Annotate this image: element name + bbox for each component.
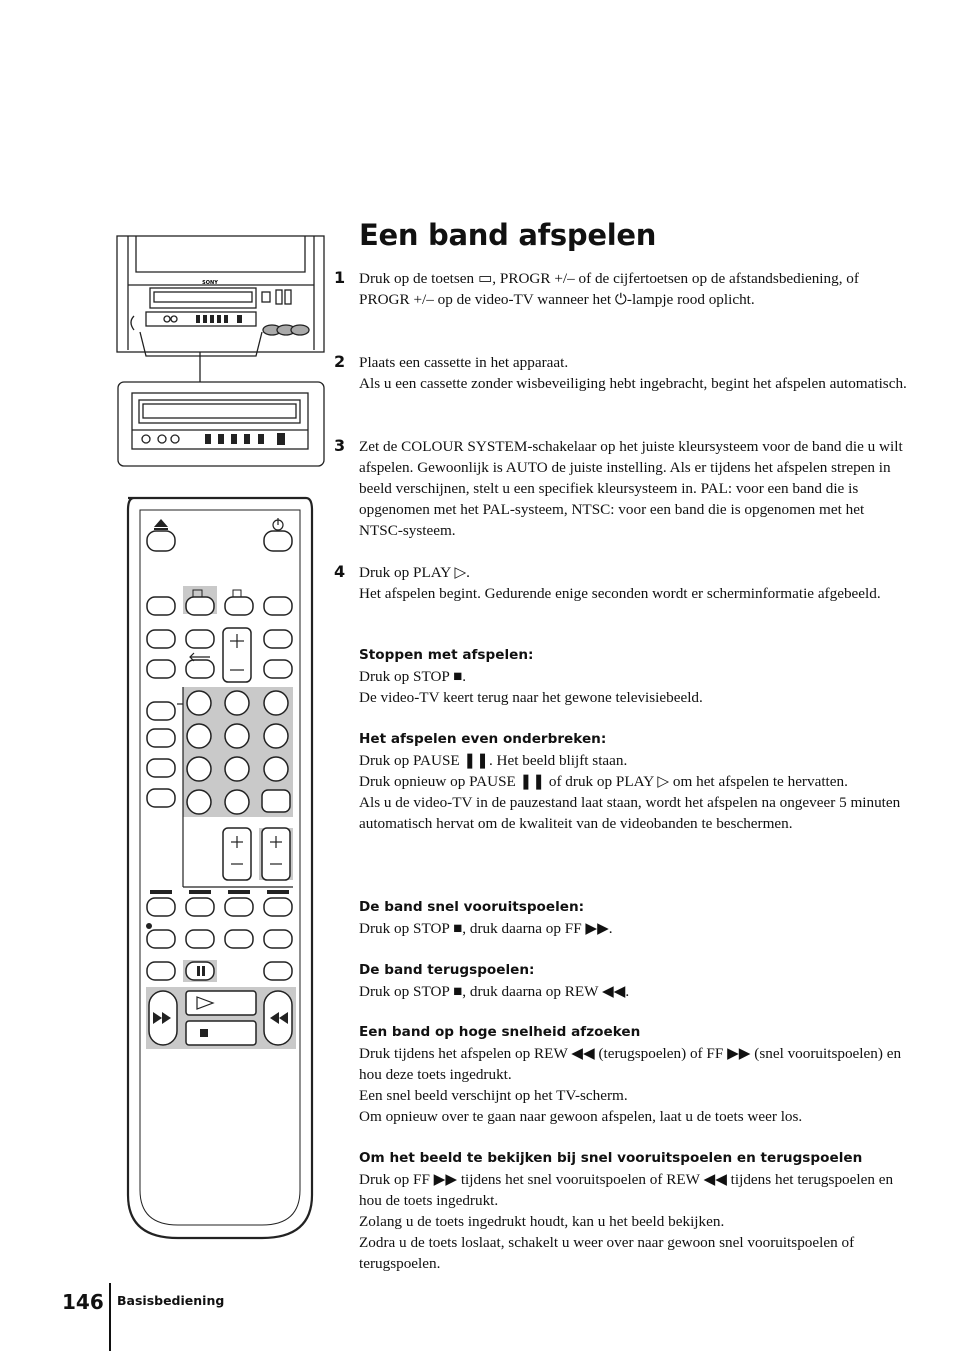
step-3-text bbox=[359, 436, 909, 541]
section-heading: Stoppen met afspelen: bbox=[359, 647, 534, 663]
page-number: 146 bbox=[62, 1290, 104, 1314]
section-line: Om opnieuw over te gaan naar gewoon afspelen, laat u de toets weer los. bbox=[359, 1108, 803, 1125]
step-1-number: 1 bbox=[334, 268, 346, 287]
step-2-text bbox=[359, 352, 909, 394]
page-title: Een band afspelen bbox=[359, 218, 657, 252]
step-4-number: 4 bbox=[334, 562, 346, 581]
step-4-line: Druk op PLAY ▷. bbox=[359, 564, 470, 581]
step-1-line: Druk op de toetsen ▭, PROGR +/– of de cijfertoetsen op de afstandsbediening, of PROGR +/– op de video-TV wanneer het ⏻-lampje rood oplicht. bbox=[359, 270, 859, 308]
section-rewind bbox=[359, 960, 909, 1002]
step-3-number: 3 bbox=[334, 436, 346, 455]
tv-front-illustration bbox=[117, 236, 324, 382]
section-name: Basisbediening bbox=[117, 1293, 225, 1308]
step-2-number: 2 bbox=[334, 352, 346, 371]
section-line: Zolang u de toets ingedrukt houdt, kan u het beeld bekijken. bbox=[359, 1213, 725, 1230]
section-fast-forward bbox=[359, 897, 909, 939]
section-line: Druk op STOP ■. bbox=[359, 668, 467, 685]
step-2-line: Als u een cassette zonder wisbeveiliging hebt ingebracht, begint het afspelen automatisch. bbox=[359, 375, 907, 392]
section-line: Een snel beeld verschijnt op het TV-scherm. bbox=[359, 1087, 628, 1104]
step-1-text bbox=[359, 268, 909, 310]
step-4-line: Het afspelen begint. Gedurende enige seconden wordt er scherminformatie afgebeeld. bbox=[359, 585, 881, 602]
step-4-text bbox=[359, 562, 909, 604]
section-heading: De band snel vooruitspoelen: bbox=[359, 899, 585, 915]
section-line: De video-TV keert terug naar het gewone televisiebeeld. bbox=[359, 689, 703, 706]
section-line: Druk op STOP ■, druk daarna op REW ◀◀. bbox=[359, 983, 630, 1000]
section-heading: De band terugspoelen: bbox=[359, 962, 535, 978]
section-stop bbox=[359, 645, 909, 708]
section-view-while-winding bbox=[359, 1148, 909, 1274]
section-search bbox=[359, 1022, 909, 1127]
section-line: Druk op STOP ■, druk daarna op FF ▶▶. bbox=[359, 920, 613, 937]
section-line: Druk op PAUSE ❚❚. Het beeld blijft staan. bbox=[359, 752, 628, 769]
section-heading: Om het beeld te bekijken bij snel vooruitspoelen en terugspoelen bbox=[359, 1150, 863, 1166]
footer-divider bbox=[109, 1283, 111, 1351]
vcr-panel-zoom bbox=[118, 382, 324, 466]
section-line: Zodra u de toets loslaat, schakelt u weer over naar gewoon snel vooruitspoelen of terugspoelen. bbox=[359, 1234, 855, 1272]
section-line: Als u de video-TV in de pauzestand laat staan, wordt het afspelen na ongeveer 5 minuten automatisch hervat om de kwaliteit van de videobanden te beschermen. bbox=[359, 794, 901, 832]
section-line: Druk tijdens het afspelen op REW ◀◀ (terugspoelen) of FF ▶▶ (snel vooruitspoelen) en hou deze toets ingedrukt. bbox=[359, 1045, 902, 1083]
step-3-line: Zet de COLOUR SYSTEM-schakelaar op het juiste kleursysteem voor de band die u wilt afspelen. Gewoonlijk is AUTO de juiste instelling. Als er tijdens het afspelen strepen in beeld verschijnen, stelt u een specifiek kleursysteem in. PAL: voor een band die is opgenomen met het PAL-systeem, NTSC: voor een band die is opgenomen met het NTSC-systeem. bbox=[359, 438, 903, 539]
step-2-line: Plaats een cassette in het apparaat. bbox=[359, 354, 569, 371]
section-heading: Een band op hoge snelheid afzoeken bbox=[359, 1024, 641, 1040]
tv-brand-logo: SONY bbox=[202, 280, 218, 286]
section-heading: Het afspelen even onderbreken: bbox=[359, 731, 607, 747]
section-pause bbox=[359, 729, 909, 834]
section-line: Druk opnieuw op PAUSE ❚❚ of druk op PLAY ▷ om het afspelen te hervatten. bbox=[359, 773, 848, 790]
remote-control-illustration bbox=[128, 498, 312, 1238]
section-line: Druk op FF ▶▶ tijdens het snel vooruitspoelen of REW ◀◀ tijdens het terugspoelen en hou de toets ingedrukt. bbox=[359, 1171, 894, 1209]
